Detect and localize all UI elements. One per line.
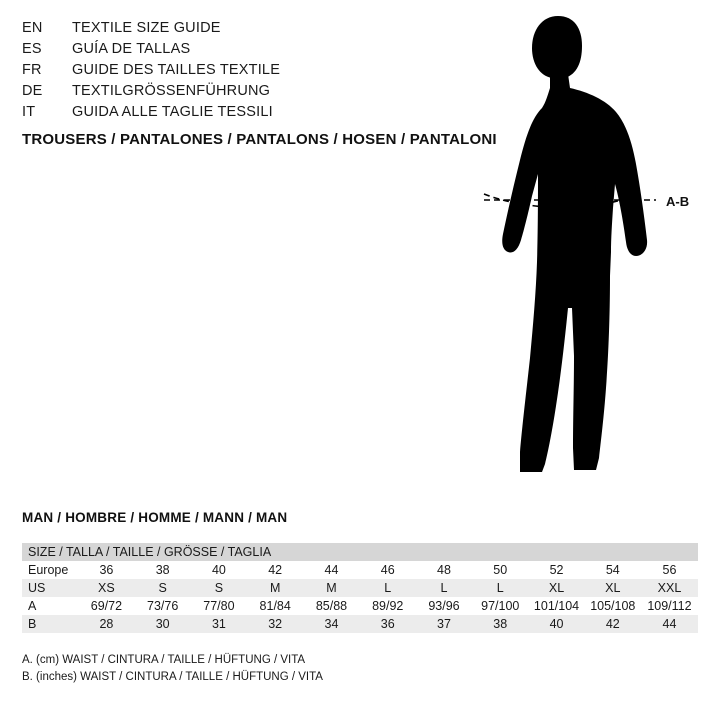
section-title-man: MAN / HOMBRE / HOMME / MANN / MAN: [22, 510, 288, 525]
table-header-row: [22, 543, 698, 561]
figure-illustration: [470, 8, 720, 478]
language-code-de: DE: [22, 83, 43, 99]
cell: 38: [155, 563, 170, 577]
row-label-europe: Europe: [28, 563, 69, 577]
language-code-en: EN: [22, 20, 43, 36]
cell: 36: [99, 563, 114, 577]
language-row-fr: [22, 62, 492, 83]
language-text-de: TEXTILGRÖSSENFÜHRUNG: [72, 83, 271, 99]
male-figure-silhouette: [470, 8, 720, 478]
footnote-b: B. (inches) WAIST / CINTURA / TAILLE / HÜFTUNG / VITA: [22, 671, 323, 683]
cell: 69/72: [90, 599, 123, 613]
cell: 38: [493, 617, 508, 631]
cell: 105/108: [590, 599, 636, 613]
language-row-de: [22, 83, 492, 104]
cell: 81/84: [259, 599, 291, 613]
cell: 93/96: [428, 599, 460, 613]
cell: L: [440, 581, 448, 595]
row-label-b: B: [28, 617, 37, 631]
language-text-en: TEXTILE SIZE GUIDE: [72, 20, 221, 36]
cell: 109/112: [647, 599, 692, 613]
cell: XL: [548, 581, 565, 595]
cell: XS: [98, 581, 115, 595]
cell: 77/80: [203, 599, 235, 613]
cell: XXL: [657, 581, 682, 595]
language-text-fr: GUIDE DES TAILLES TEXTILE: [72, 62, 281, 78]
cell: M: [269, 581, 281, 595]
cell: 40: [549, 617, 564, 631]
cell: 40: [211, 563, 226, 577]
cell: 89/92: [372, 599, 404, 613]
cell: S: [158, 581, 167, 595]
cell: 28: [99, 617, 114, 631]
cell: S: [214, 581, 224, 595]
cell: 73/76: [147, 599, 179, 613]
cell: 31: [211, 617, 226, 631]
language-text-es: GUÍA DE TALLAS: [72, 41, 191, 57]
cell: 44: [324, 563, 339, 577]
language-row-it: [22, 104, 492, 125]
cell: 37: [437, 617, 451, 631]
language-code-es: ES: [22, 41, 42, 57]
table-row: [22, 561, 698, 579]
table-row: [22, 615, 698, 633]
cell: 48: [437, 563, 451, 577]
row-label-a: A: [28, 599, 37, 613]
size-table-wrap: [22, 543, 698, 633]
cell: L: [384, 581, 392, 595]
table-row: [22, 579, 698, 597]
cell: 36: [380, 617, 395, 631]
measurement-label-ab: A-B: [666, 194, 690, 209]
language-list: [22, 20, 492, 125]
language-row-en: [22, 20, 492, 41]
cell: 50: [493, 563, 508, 577]
language-row-es: [22, 41, 492, 62]
cell: 42: [605, 617, 620, 631]
garment-type-title: TROUSERS / PANTALONES / PANTALONS / HOSEN / PANTALONI: [22, 131, 497, 148]
cell: 97/100: [481, 599, 520, 613]
language-code-it: IT: [22, 104, 36, 120]
cell: 56: [662, 563, 677, 577]
cell: 46: [380, 563, 395, 577]
cell: 101/104: [533, 599, 580, 613]
table-row: [22, 597, 698, 615]
language-text-it: GUIDA ALLE TAGLIE TESSILI: [72, 104, 273, 120]
footnotes: [22, 652, 323, 686]
row-label-us: US: [28, 581, 46, 595]
cell: 85/88: [315, 599, 348, 613]
cell: 34: [324, 617, 339, 631]
language-code-fr: FR: [22, 62, 42, 78]
cell: 52: [549, 563, 564, 577]
table-header-label: SIZE / TALLA / TAILLE / GRÖSSE / TAGLIA: [28, 545, 272, 559]
cell: 44: [662, 617, 677, 631]
cell: L: [496, 581, 504, 595]
size-table: [22, 543, 698, 633]
cell: 32: [268, 617, 283, 631]
cell: 54: [605, 563, 620, 577]
footnote-a: A. (cm) WAIST / CINTURA / TAILLE / HÜFTUNG / VITA: [22, 654, 306, 666]
cell: 30: [155, 617, 170, 631]
cell: XL: [605, 581, 621, 595]
cell: 42: [268, 563, 283, 577]
cell: M: [326, 581, 337, 595]
